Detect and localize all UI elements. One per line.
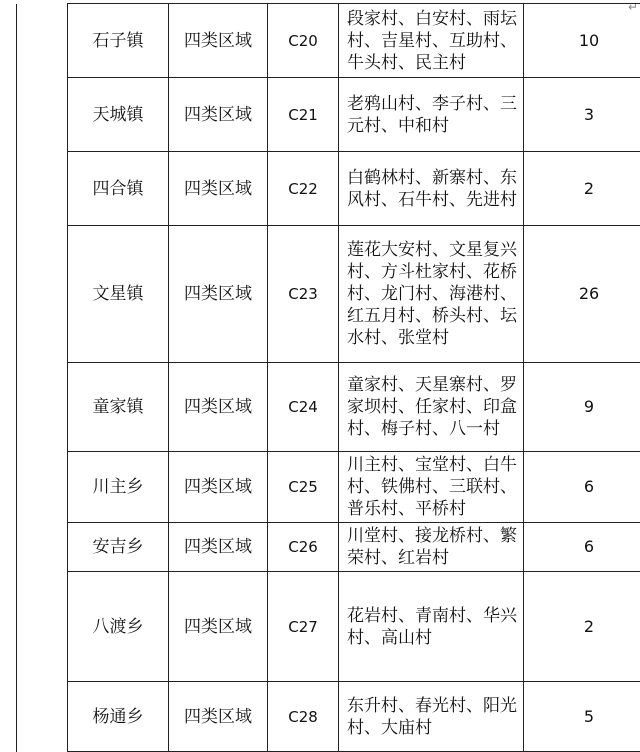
town-cell: 八渡乡: [68, 572, 169, 682]
area-type-cell: 四类区域: [169, 4, 268, 78]
table-row: [17, 78, 640, 152]
table-row: [17, 152, 640, 226]
count-cell: 6: [524, 523, 640, 572]
code-cell: C24: [268, 363, 339, 452]
table-row: [17, 4, 640, 78]
villages-cell: 东升村、春光村、阳光村、大庙村: [339, 682, 524, 752]
area-type-cell: 四类区域: [169, 572, 268, 682]
villages-cell: 白鹤林村、新寨村、东风村、石牛村、先进村: [339, 152, 524, 226]
region-table-body: [17, 4, 640, 752]
region-table-container: [16, 3, 636, 752]
count-cell: 2: [524, 152, 640, 226]
table-row: [17, 226, 640, 363]
town-cell: 石子镇: [68, 4, 169, 78]
count-cell: 2: [524, 572, 640, 682]
villages-cell: 段家村、白安村、雨坛村、吉星村、互助村、牛头村、民主村: [339, 4, 524, 78]
town-cell: 童家镇: [68, 363, 169, 452]
table-row: [17, 452, 640, 523]
town-cell: 川主乡: [68, 452, 169, 523]
return-mark-icon: ↵: [628, 0, 638, 14]
area-type-cell: 四类区域: [169, 78, 268, 152]
code-cell: C25: [268, 452, 339, 523]
code-cell: C21: [268, 78, 339, 152]
table-row: [17, 572, 640, 682]
town-cell: 文星镇: [68, 226, 169, 363]
area-type-cell: 四类区域: [169, 152, 268, 226]
area-type-cell: 四类区域: [169, 363, 268, 452]
town-cell: 四合镇: [68, 152, 169, 226]
code-cell: C28: [268, 682, 339, 752]
code-cell: C27: [268, 572, 339, 682]
table-row: [17, 682, 640, 752]
count-cell: 5: [524, 682, 640, 752]
town-cell: 天城镇: [68, 78, 169, 152]
villages-cell: 川堂村、接龙桥村、繁荣村、红岩村: [339, 523, 524, 572]
count-cell: 3: [524, 78, 640, 152]
area-type-cell: 四类区域: [169, 523, 268, 572]
count-cell: 6: [524, 452, 640, 523]
count-cell: 26: [524, 226, 640, 363]
villages-cell: 老鸦山村、李子村、三元村、中和村: [339, 78, 524, 152]
code-cell: C22: [268, 152, 339, 226]
table-row: [17, 523, 640, 572]
villages-cell: 童家村、天星寨村、罗家坝村、任家村、印盒村、梅子村、八一村: [339, 363, 524, 452]
villages-cell: 川主村、宝堂村、白牛村、铁佛村、三联村、普乐村、平桥村: [339, 452, 524, 523]
merged-category-cell: [17, 4, 68, 752]
region-table: [16, 3, 640, 752]
count-cell: 9: [524, 363, 640, 452]
code-cell: C26: [268, 523, 339, 572]
table-row: [17, 363, 640, 452]
villages-cell: 莲花大安村、文星复兴村、方斗杜家村、花桥村、龙门村、海港村、红五月村、桥头村、坛水村、张堂村: [339, 226, 524, 363]
code-cell: C20: [268, 4, 339, 78]
code-cell: C23: [268, 226, 339, 363]
villages-cell: 花岩村、青南村、华兴村、高山村: [339, 572, 524, 682]
town-cell: 杨通乡: [68, 682, 169, 752]
area-type-cell: 四类区域: [169, 452, 268, 523]
town-cell: 安吉乡: [68, 523, 169, 572]
count-cell: 10: [524, 4, 640, 78]
area-type-cell: 四类区域: [169, 682, 268, 752]
area-type-cell: 四类区域: [169, 226, 268, 363]
